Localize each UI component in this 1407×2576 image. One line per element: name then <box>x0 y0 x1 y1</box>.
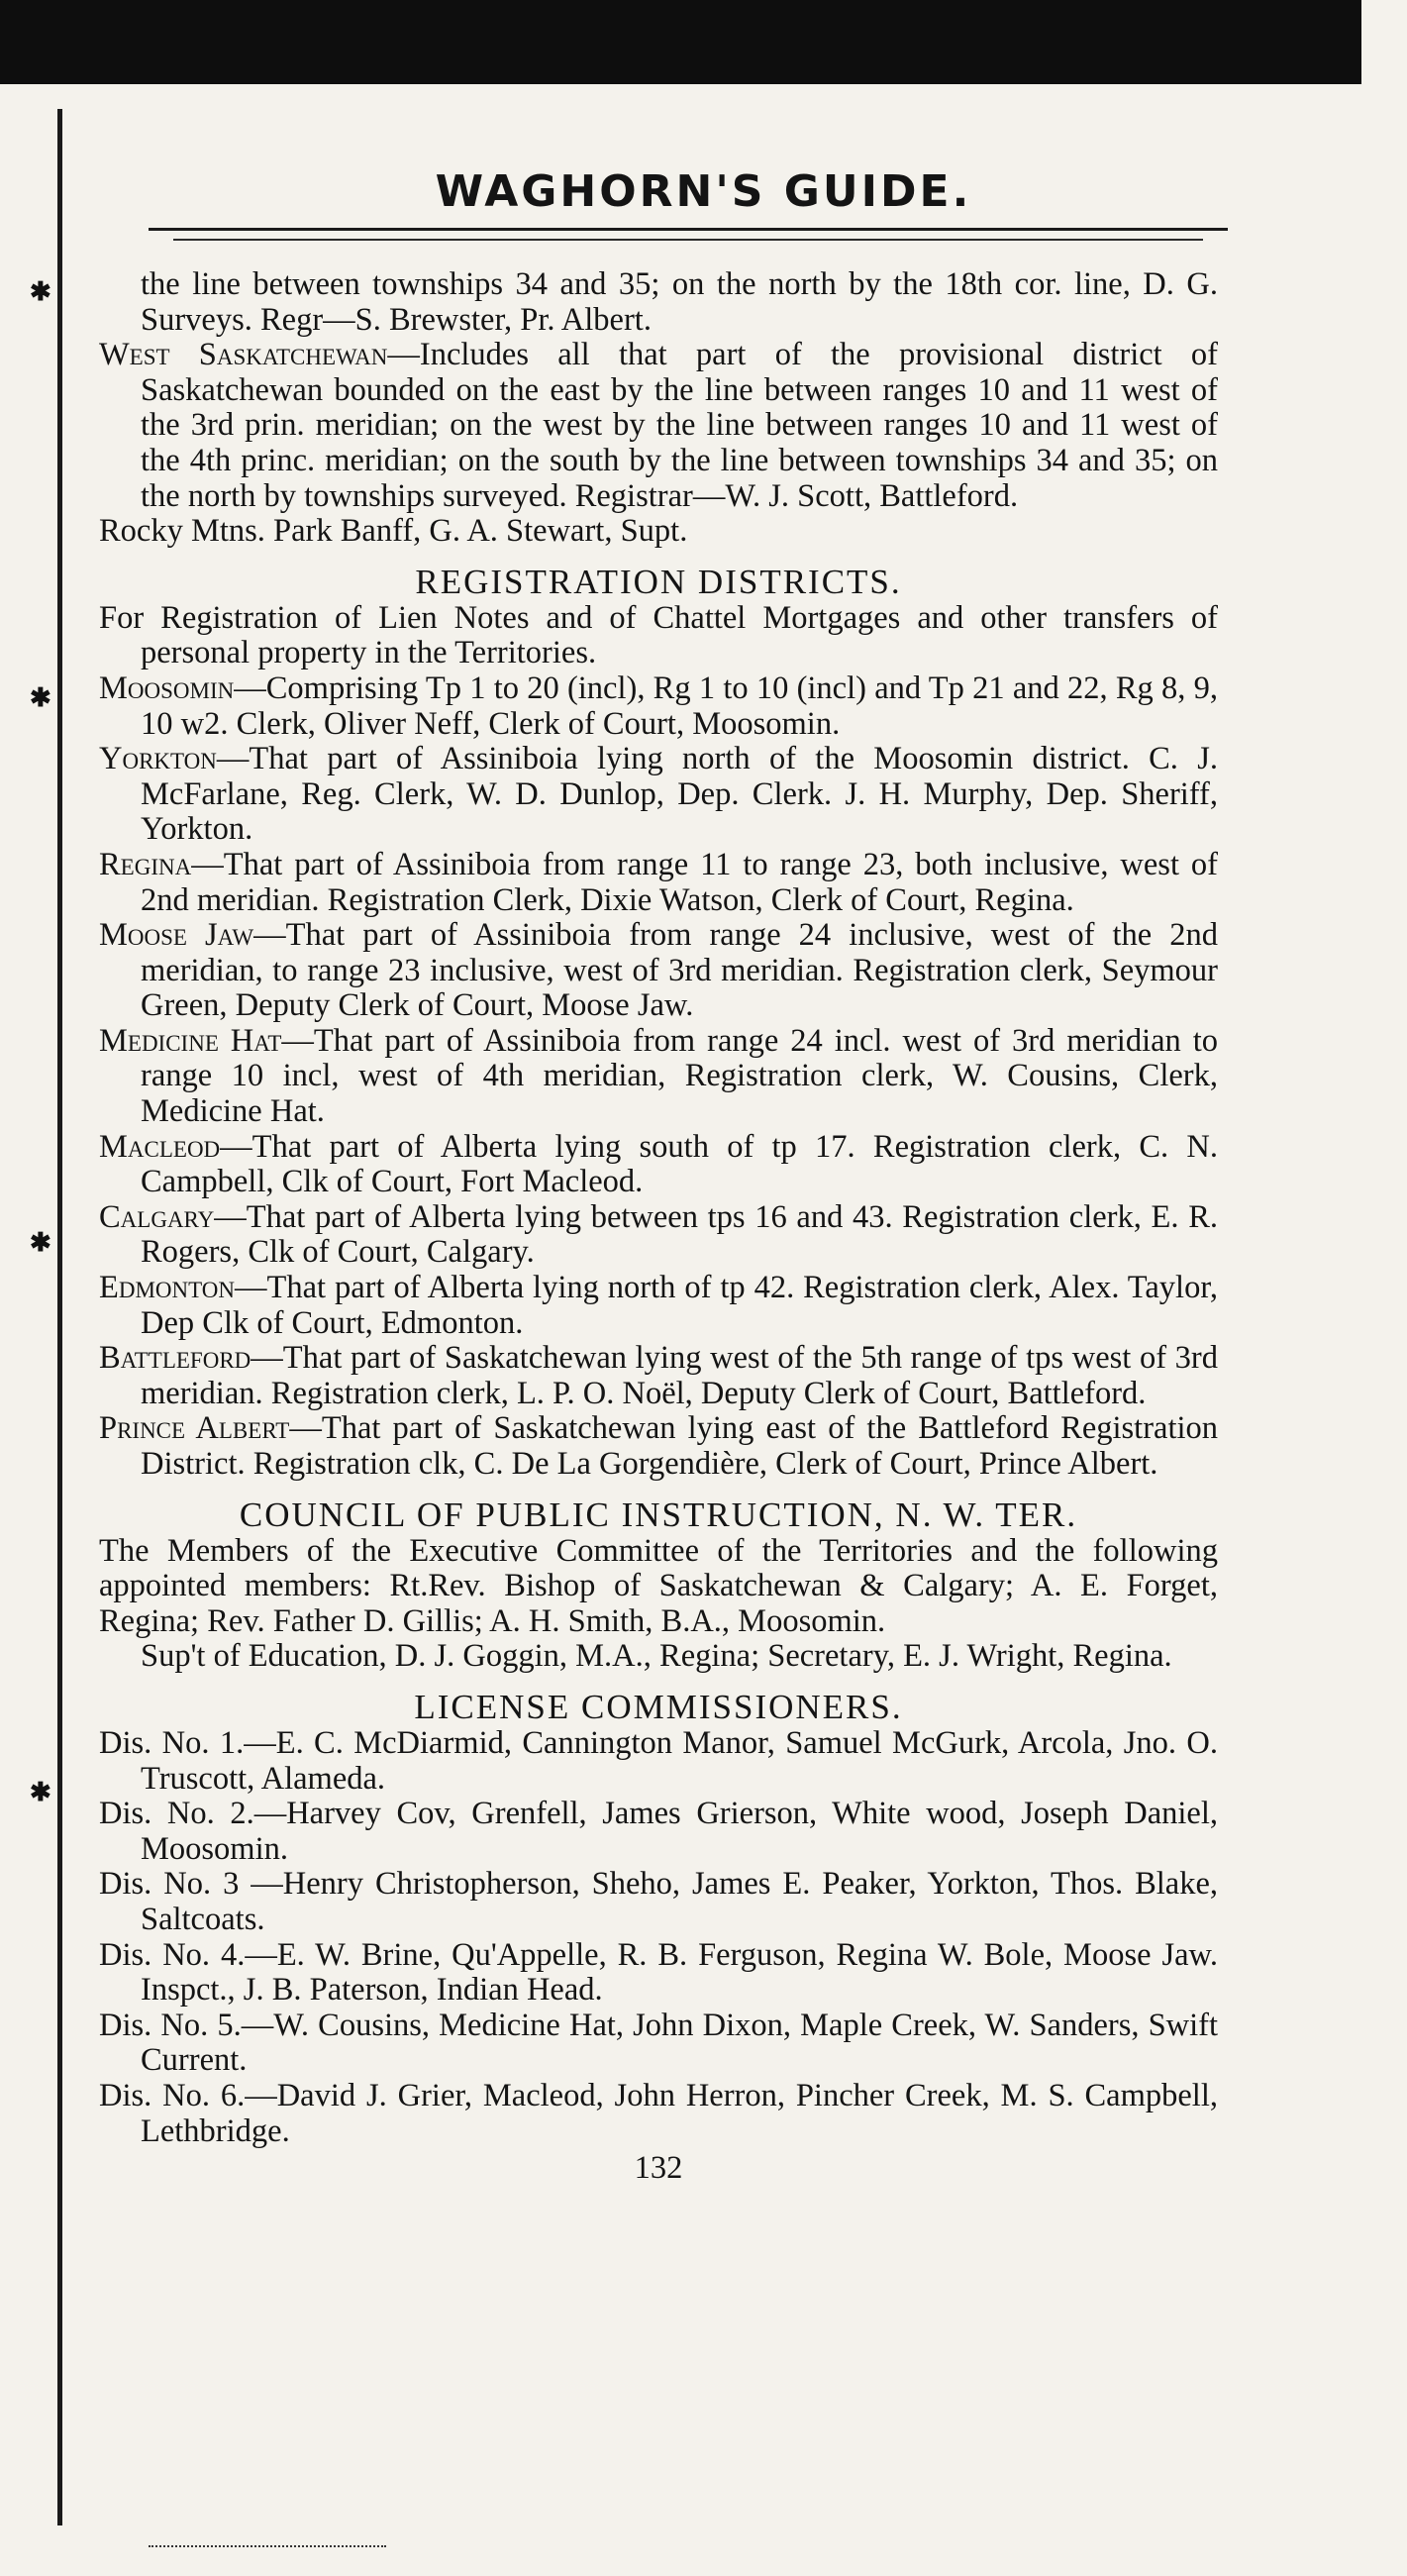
district-name: Moose Jaw <box>99 917 254 954</box>
bottom-mark <box>149 2545 386 2549</box>
district-text: —That part of Alberta lying north of tp 42. Registration clerk, Alex. Taylor, Dep Clk of Court, Edmonton. <box>141 1270 1218 1341</box>
license-entry: Dis. No. 3 —Henry Christopherson, Sheho, James E. Peaker, Yorkton, Thos. Blake, Saltcoats. <box>99 1866 1218 1937</box>
council-text: The Members of the Executive Committee of the Territories and the following appointed members: Rt.Rev. Bishop of Saskatchewan & Calgary; A. E. Forget, Regina; Rev. Father D. Gillis; A. H. Smith, B.A., Moosomin. <box>99 1532 1218 1639</box>
page-content <box>99 267 1218 2187</box>
license-entry: Dis. No. 6.—David J. Grier, Macleod, John Herron, Pincher Creek, M. S. Campbell, Lethbridge. <box>99 2077 1218 2149</box>
binding-mark: ✱ <box>30 1228 51 1257</box>
district-name: Prince Albert <box>99 1410 290 1447</box>
scan-top-border <box>0 0 1361 84</box>
district-entry <box>99 1271 1218 1341</box>
title-rule <box>149 228 1228 231</box>
district-text: —That part of Assiniboia from range 24 inclusive, west of the 2nd meridian, to range 23 inclusive, west of 3rd meridian. Registration clerk, Seymour Green, Deputy Clerk of Court, Moose Jaw. <box>141 917 1218 1024</box>
district-name: Medicine Hat <box>99 1022 282 1059</box>
binding-edge <box>57 109 62 2525</box>
continued-paragraph: the line between townships 34 and 35; on the north by the 18th cor. line, D. G. Surveys. Regr—S. Brewster, Pr. Albert. <box>141 266 1218 338</box>
district-entry <box>99 1341 1218 1411</box>
section-intro: For Registration of Lien Notes and of Chattel Mortgages and other transfers of personal property in the Territories. <box>99 599 1218 671</box>
council-supt: Sup't of Education, D. J. Goggin, M.A., Regina; Secretary, E. J. Wright, Regina. <box>141 1638 1172 1675</box>
section-heading: REGISTRATION DISTRICTS. <box>415 562 902 601</box>
binding-mark: ✱ <box>30 277 51 306</box>
section-heading: COUNCIL OF PUBLIC INSTRUCTION, N. W. TER. <box>239 1494 1078 1534</box>
page-number: 132 <box>634 2150 683 2187</box>
district-entry <box>99 742 1218 848</box>
district-entry <box>99 918 1218 1024</box>
district-text: —That part of Saskatchewan lying west of the 5th range of tps west of 3rd meridian. Registration clerk, L. P. O. Noël, Deputy Clerk of Court, Battleford. <box>141 1340 1218 1411</box>
district-name: Edmonton <box>99 1270 235 1306</box>
district-text: —That part of Saskatchewan lying east of the Battleford Registration District. Registration clk, C. De La Gorgendière, Clerk of Court, Prince Albert. <box>141 1410 1219 1482</box>
district-entry <box>99 848 1218 918</box>
district-entry <box>99 1024 1218 1130</box>
district-entry <box>99 338 1218 514</box>
district-text: —Comprising Tp 1 to 20 (incl), Rg 1 to 10 (incl) and Tp 21 and 22, Rg 8, 9, 10 w2. Clerk, Oliver Neff, Clerk of Court, Moosomin. <box>141 670 1218 742</box>
district-name: West Saskatchewan <box>99 337 388 373</box>
district-entry <box>99 671 1218 742</box>
district-name: Yorkton <box>99 741 217 777</box>
district-entry <box>99 1411 1218 1482</box>
binding-mark: ✱ <box>30 1778 51 1806</box>
district-name: Macleod <box>99 1128 221 1165</box>
park-entry: Rocky Mtns. Park Banff, G. A. Stewart, Supt. <box>99 513 688 550</box>
district-name: Moosomin <box>99 670 235 706</box>
district-text: —That part of Assiniboia from range 11 to range 23, both inclusive, west of 2nd meridian. Registration Clerk, Dixie Watson, Clerk of Court, Regina. <box>141 846 1218 918</box>
district-text: —That part of Assiniboia from range 24 incl. west of 3rd meridian to range 10 incl, west of 4th meridian, Registration clerk, W. Cousins, Clerk, Medicine Hat. <box>141 1022 1218 1130</box>
district-text: —That part of Alberta lying between tps 16 and 43. Registration clerk, E. R. Rogers, Clk of Court, Calgary. <box>141 1198 1218 1271</box>
district-text: —Includes all that part of the provisional district of Saskatchewan bounded on the east by the line between ranges 10 and 11 west of the 3rd prin. meridian; on the west by the line between ranges 10 and 11 west of the 4th princ. meridian; on the south by the line between townships 34 and 35; on the north by townships surveyed. Registrar—W. J. Scott, Battleford. <box>141 337 1219 514</box>
page-title: WAGHORN'S GUIDE. <box>435 166 972 217</box>
section-heading: LICENSE COMMISSIONERS. <box>414 1687 903 1726</box>
title-rule <box>173 239 1203 241</box>
district-text: —That part of Assiniboia lying north of the Moosomin district. C. J. McFarlane, Reg. Clerk, W. D. Dunlop, Dep. Clerk. J. H. Murphy, Dep. Sheriff, Yorkton. <box>141 741 1218 848</box>
district-name: Battleford <box>99 1340 251 1377</box>
district-text: —That part of Alberta lying south of tp 17. Registration clerk, C. N. Campbell, Clk of Court, Fort Macleod. <box>141 1128 1218 1200</box>
district-name: Regina <box>99 846 192 882</box>
license-entry: Dis. No. 2.—Harvey Cov, Grenfell, James Grierson, White wood, Joseph Daniel, Moosomin. <box>99 1796 1218 1867</box>
district-entry <box>99 1200 1218 1271</box>
district-name: Calgary <box>99 1198 215 1235</box>
license-entry: Dis. No. 4.—E. W. Brine, Qu'Appelle, R. B. Ferguson, Regina W. Bole, Moose Jaw. Inspct., J. B. Paterson, Indian Head. <box>99 1936 1218 2009</box>
district-entry <box>99 1130 1218 1200</box>
binding-mark: ✱ <box>30 683 51 712</box>
license-entry: Dis. No. 5.—W. Cousins, Medicine Hat, John Dixon, Maple Creek, W. Sanders, Swift Current. <box>99 2007 1218 2079</box>
license-entry: Dis. No. 1.—E. C. McDiarmid, Cannington Manor, Samuel McGurk, Arcola, Jno. O. Truscott, Alameda. <box>99 1724 1218 1797</box>
